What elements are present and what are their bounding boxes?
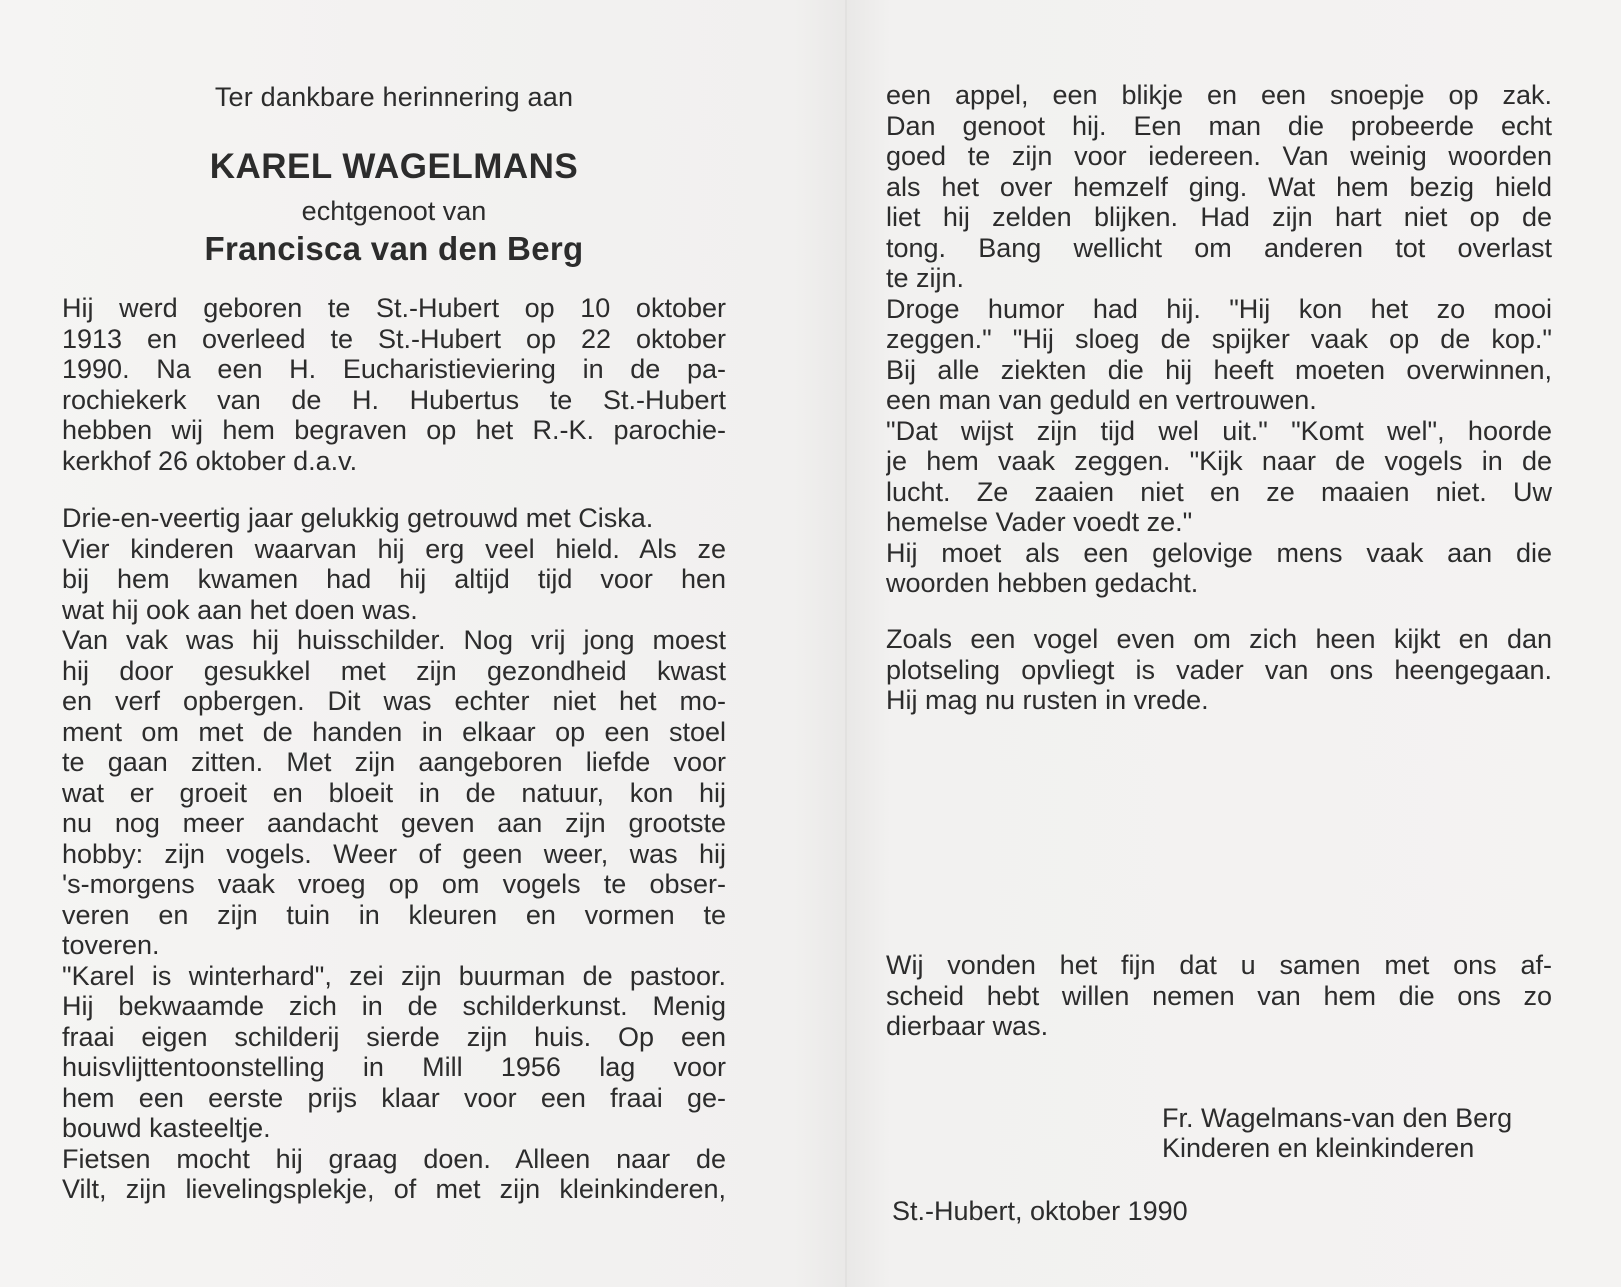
text-line: te zijn.	[886, 263, 965, 293]
text-line: Vier kinderen waarvan hij erg veel hield. Als ze	[62, 533, 726, 564]
text-line: huisvlijttentoonstelling in Mill 1956 lag voor	[62, 1052, 726, 1082]
text-line: Wij vonden het fijn dat u samen met ons af-	[886, 950, 1552, 980]
text-line: hem een eerste prijs klaar voor een fraai ge-	[62, 1082, 726, 1113]
text-line: kerkhof 26 oktober d.a.v.	[62, 445, 358, 476]
text-line: een man van geduld en vertrouwen.	[886, 385, 1317, 415]
text-line: Vilt, zijn lievelingsplekje, of met zijn kleinkinderen,	[62, 1174, 726, 1204]
text-line: Drie-en-veertig jaar gelukkig getrouwd met Ciska.	[62, 503, 654, 533]
text-line: liet hij zelden blijken. Had zijn hart niet op de	[886, 202, 1552, 232]
text-line: "Dat wijst zijn tijd wel uit." "Komt wel", hoorde	[886, 415, 1552, 446]
text-line: Bij alle ziekten die hij heeft moeten overwinnen,	[886, 354, 1552, 385]
text-line: Dan genoot hij. Een man die probeerde echt	[886, 110, 1552, 141]
text-line: als het over hemzelf ging. Wat hem bezig hield	[886, 171, 1552, 202]
text-line: Hij moet als een gelovige mens vaak aan die	[886, 537, 1552, 568]
text-line: 1913 en overleed te St.-Hubert op 22 oktober	[62, 323, 726, 354]
spouse-name: Francisca van den Berg	[204, 230, 584, 267]
text-line: scheid hebt willen nemen van hem die ons zo	[886, 980, 1552, 1011]
text-line: wat er groeit en bloeit in de natuur, kon hij	[62, 777, 726, 808]
text-line: hobby: zijn vogels. Weer of geen weer, was hij	[62, 838, 726, 869]
signature-family: Kinderen en kleinkinderen	[1162, 1133, 1475, 1163]
spouse-intro: echtgenoot van	[301, 196, 487, 226]
text-line: lucht. Ze zaaien niet en ze maaien niet. Uw	[886, 476, 1552, 507]
text-line: ment om met de handen in elkaar op een stoel	[62, 716, 726, 747]
life-story-paragraph	[62, 503, 726, 1205]
text-line: Fietsen mocht hij graag doen. Alleen naar de	[62, 1143, 726, 1174]
text-line: tong. Bang wellicht om anderen tot overlast	[886, 232, 1552, 263]
text-line: te gaan zitten. Met zijn aangeboren liefde voor	[62, 747, 726, 777]
text-line: goed te zijn voor iedereen. Van weinig woorden	[886, 141, 1552, 171]
text-line: rochiekerk van de H. Hubertus te St.-Hubert	[62, 384, 726, 415]
text-line: een appel, een blikje en een snoepje op zak.	[886, 80, 1552, 110]
text-line: Hij mag nu rusten in vrede.	[886, 685, 1209, 715]
text-line: hij door gesukkel met zijn gezondheid kwast	[62, 655, 726, 686]
biography-paragraph	[62, 293, 726, 476]
intro-line: Ter dankbare herinnering aan	[214, 82, 574, 112]
text-line: Zoals een vogel even om zich heen kijkt en dan	[886, 624, 1552, 654]
text-line: "Karel is winterhard", zei zijn buurman de pastoor.	[62, 960, 726, 991]
text-line: veren en zijn tuin in kleuren en vormen te	[62, 899, 726, 930]
thanks-paragraph	[886, 950, 1552, 1042]
text-line: Van vak was hij huisschilder. Nog vrij jong moest	[62, 625, 726, 655]
place-date: St.-Hubert, oktober 1990	[892, 1196, 1188, 1226]
signature-widow: Fr. Wagelmans-van den Berg	[1162, 1103, 1513, 1133]
text-line: dierbaar was.	[886, 1011, 1049, 1041]
text-line: 's-morgens vaak vroeg op om vogels te obser-	[62, 869, 726, 899]
farewell-paragraph	[886, 624, 1552, 716]
text-line: Hij bekwaamde zich in de schilderkunst. Menig	[62, 991, 726, 1021]
card-fold	[845, 0, 847, 1287]
text-line: nu nog meer aandacht geven aan zijn grootste	[62, 808, 726, 838]
text-line: fraai eigen schilderij sierde zijn huis. Op een	[62, 1021, 726, 1052]
text-line: je hem vaak zeggen. "Kijk naar de vogels in de	[886, 446, 1552, 476]
life-story-continued	[886, 80, 1552, 599]
text-line: hemelse Vader voedt ze."	[886, 507, 1193, 537]
text-line: Droge humor had hij. "Hij kon het zo mooi	[886, 293, 1552, 324]
text-line: toveren.	[62, 930, 160, 960]
text-line: wat hij ook aan het doen was.	[62, 594, 418, 625]
deceased-name: KAREL WAGELMANS	[209, 147, 579, 186]
text-line: Hij werd geboren te St.-Hubert op 10 oktober	[62, 293, 726, 323]
text-line: hebben wij hem begraven op het R.-K. parochie-	[62, 415, 726, 445]
text-line: bouwd kasteeltje.	[62, 1113, 271, 1143]
text-line: plotseling opvliegt is vader van ons heengegaan.	[886, 654, 1552, 685]
text-line: 1990. Na een H. Eucharistieviering in de pa-	[62, 354, 726, 384]
text-line: zeggen." "Hij sloeg de spijker vaak op de kop."	[886, 324, 1552, 354]
text-line: woorden hebben gedacht.	[886, 568, 1199, 598]
text-line: bij hem kwamen had hij altijd tijd voor hen	[62, 564, 726, 594]
text-line: en verf opbergen. Dit was echter niet het mo-	[62, 686, 726, 716]
